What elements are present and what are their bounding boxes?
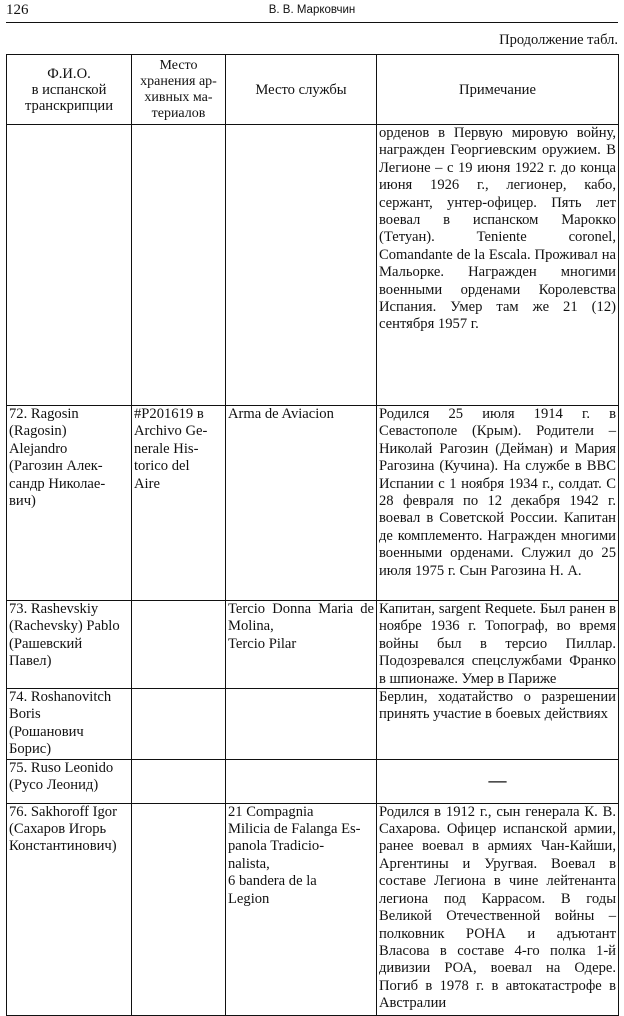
page-header [6, 2, 618, 23]
table-row [7, 406, 619, 601]
cell-note: Берлин, ходатайство о разрешении принять участие в боевых действиях [377, 689, 619, 760]
table-row [7, 803, 619, 1015]
cell-archive [132, 601, 226, 689]
cell-name: 73. Rashevskiy (Rachevsky) Pablo (Рашевский Павел) [7, 601, 132, 689]
cell-archive [132, 803, 226, 1015]
cell-note-empty-dash: — [377, 759, 619, 803]
cell-service: 21 Compagnia Milicia de Falanga Es- panola Tradicio- nalista, 6 bandera de la Legion [226, 803, 377, 1015]
table-row [7, 601, 619, 689]
cell-name [7, 125, 132, 406]
cell-note: Капитан, sargent Requete. Был ранен в ноябре 1936 г. Топограф, во время войны был в терсио Пиллар. Подозревался спецслужбами Франко в шпионаже. Умер в Париже [377, 601, 619, 689]
cell-name: 75. Ruso Leonido (Русо Леонид) [7, 759, 132, 803]
cell-note: Родился в 1912 г., сын генерала К. В. Сахарова. Офицер испанской армии, ранее воевал в армиях Чан-Кайши, Аргентины и Уругвая. Воевал в составе Легиона в чине лейтенанта легиона под Каррасом. В годы Великой Отечественной войны – полковник РОНА и адъютант Власова в составе 4-го полка 1-й дивизии РОА, воевал на Одере. Погиб в 1978 г. в автокатастрофе в Австралии [377, 803, 619, 1015]
cell-service [226, 125, 377, 406]
table-row [7, 759, 619, 803]
cell-archive [132, 689, 226, 760]
cell-service [226, 759, 377, 803]
header-service: Место службы [226, 55, 377, 125]
page-number: 126 [6, 2, 29, 18]
cell-archive [132, 759, 226, 803]
cell-name: 72. Ragosin (Ragosin) Alejandro (Рагозин Алек- сандр Николае- вич) [7, 406, 132, 601]
table-continuation-label: Продолжение табл. [499, 32, 618, 48]
table-row [7, 689, 619, 760]
cell-note: орденов в Первую мировую войну, награжден Георгиевским оружием. В Легионе – с 19 июня 1922 г. до конца июня 1926 г., легионер, кабо, сержант, унтер-офицер. Пять лет воевал в испанском Марокко (Тетуан). Teniente coronel, Comandante de la Escala. Проживал на Мальорке. Награжден многими военными орденами Королевства Испания. Умер там же 21 (12) сентября 1957 г. [377, 125, 619, 406]
cell-name: 74. Roshanovitch Boris (Рошанович Борис) [7, 689, 132, 760]
cell-archive: #P201619 в Archivo Ge- nerale His- torico del Aire [132, 406, 226, 601]
header-name: Ф.И.О. в испанской транскрипции [7, 55, 132, 125]
table-row [7, 125, 619, 406]
cell-archive [132, 125, 226, 406]
header-note: Примечание [377, 55, 619, 125]
cell-name: 76. Sakhoroff Igor (Сахаров Игорь Константинович) [7, 803, 132, 1015]
cell-service: Arma de Aviacion [226, 406, 377, 601]
cell-service: Tercio Donna Maria de Molina, Tercio Pilar [226, 601, 377, 689]
header-archive: Место хранения ар- хивных ма- териалов [132, 55, 226, 125]
table-header-row [7, 55, 619, 125]
cell-note: Родился 25 июля 1914 г. в Севастополе (Крым). Родители – Николай Рагозин (Дейман) и Мария Рагозина (Кучина). На службе в ВВС Испании с 1 ноября 1934 г., солдат. С 28 февраля по 12 декабря 1942 г. воевал в Советской России. Капитан де комплементо. Награжден многими военными орденами. Служил до 25 июля 1975 г. Сын Рагозина Н. А. [377, 406, 619, 601]
running-title: В. В. Марковчин [268, 4, 356, 16]
cell-service [226, 689, 377, 760]
personnel-table [6, 54, 619, 1016]
